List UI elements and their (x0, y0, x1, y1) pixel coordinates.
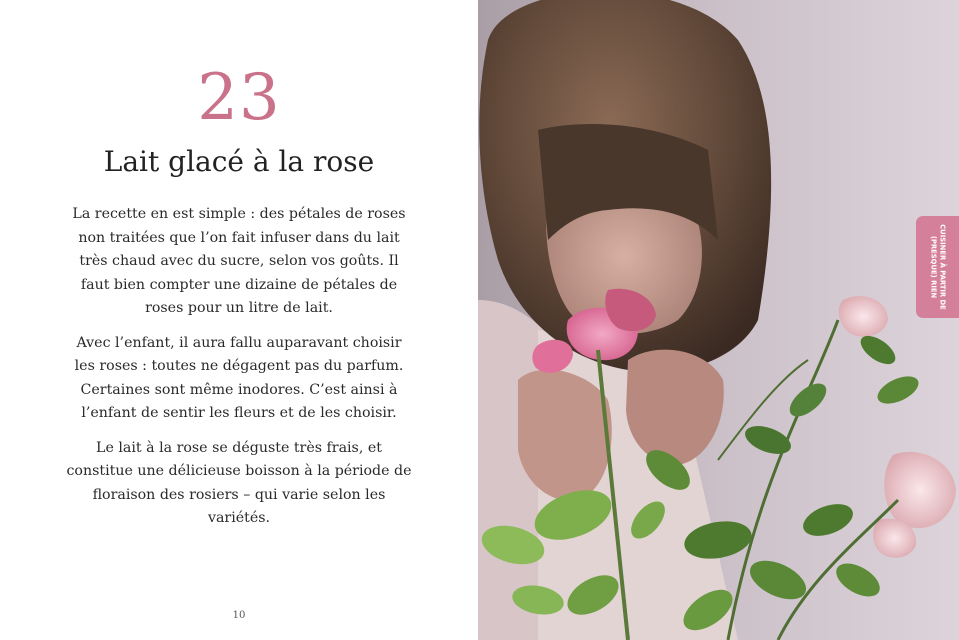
recipe-number: 23 (197, 61, 281, 135)
paragraph-1: La recette en est simple : des pétales de roses non traitées que l’on fait infuser dans du lait très chaud avec du sucre, selon vos goûts. Il faut bien compter une dizaine de pétales de roses pour un litre de lait. (72, 206, 406, 316)
left-page (0, 0, 478, 640)
chapter-tab (916, 216, 959, 318)
page-number: 10 (232, 610, 246, 621)
chapter-tab-label: CUISINER À PARTIR DE (PRESQUE) RIEN (929, 224, 946, 310)
paragraph-2: Avec l’enfant, il aura fallu auparavant choisir les roses : toutes ne dégagent pas du parfum. Certaines sont même inodores. C’est ainsi à l’enfant de sentir les fleurs et de les choisir. (74, 334, 404, 421)
child-smelling-roses-photo (478, 0, 959, 640)
paragraph-3: Le lait à la rose se déguste très frais, et constitue une délicieuse boisson à la période de floraison des rosiers – qui varie selon les variétés. (66, 439, 412, 526)
recipe-body (66, 203, 412, 542)
recipe-title: Lait glacé à la rose (103, 145, 375, 178)
